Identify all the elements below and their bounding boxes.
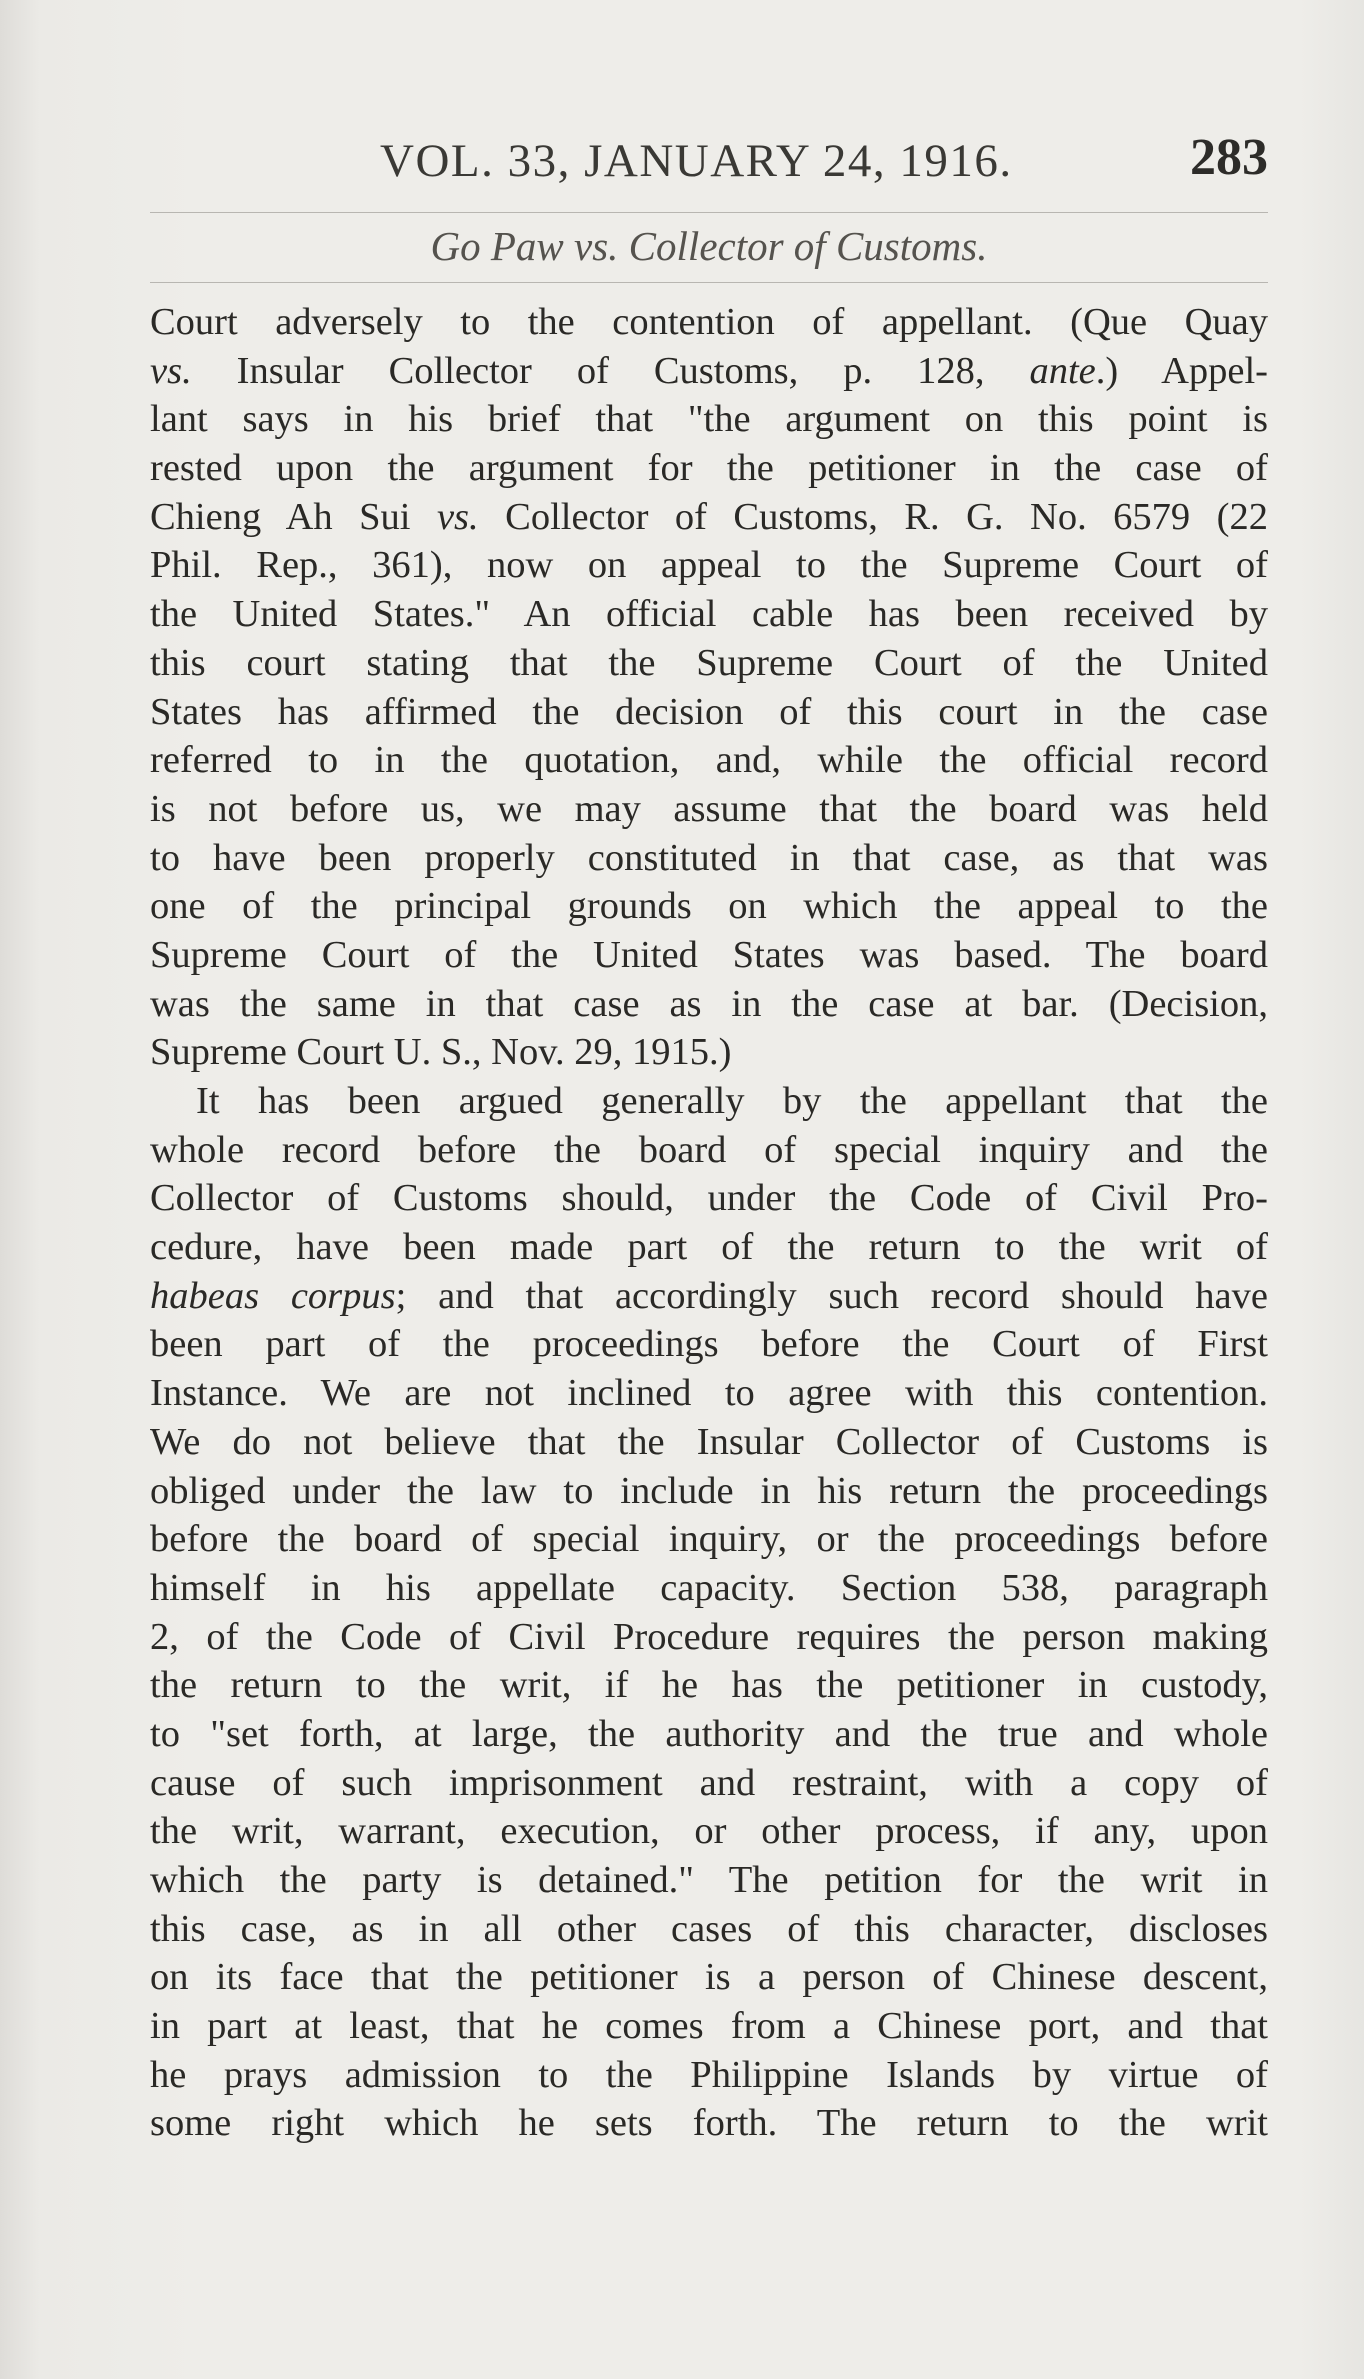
text-line: in part at least, that he comes from a Chinese port, and that: [150, 2005, 1268, 2048]
text-line: vs. Insular Collector of Customs, p. 128, ante.) Appel-: [150, 349, 1268, 392]
paragraph-first-line: It has been argued generally by the appellant that the: [196, 1080, 1268, 1122]
text-line: Collector of Customs should, under the Code of Civil Pro-: [150, 1177, 1268, 1220]
text-line: rested upon the argument for the petitioner in the case of: [150, 447, 1268, 490]
text-line: to "set forth, at large, the authority and the true and whole: [150, 1712, 1268, 1755]
paragraph-end-line: Supreme Court U. S., Nov. 29, 1915.): [150, 1031, 732, 1074]
volume-date-heading: VOL. 33, JANUARY 24, 1916.: [380, 135, 1013, 187]
text-line: been part of the proceedings before the Court of First: [150, 1323, 1268, 1366]
text-line: which the party is detained." The petition for the writ in: [150, 1859, 1268, 1901]
text-line: the United States." An official cable has been received by: [150, 593, 1268, 636]
text-line: himself in his appellate capacity. Section 538, paragraph: [150, 1566, 1268, 1609]
text-line: We do not believe that the Insular Collector of Customs is: [150, 1420, 1268, 1463]
text-line: Phil. Rep., 361), now on appeal to the Supreme Court of: [150, 544, 1268, 587]
text-line: Instance. We are not inclined to agree with this contention.: [150, 1372, 1268, 1415]
text-line: lant says in his brief that "the argument on this point is: [150, 398, 1268, 441]
text-line: obliged under the law to include in his return the proceedings: [150, 1469, 1268, 1512]
text-line: on its face that the petitioner is a person of Chinese descent,: [150, 1956, 1268, 1999]
text-line: before the board of special inquiry, or the proceedings before: [150, 1518, 1268, 1561]
text-line: some right which he sets forth. The return to the writ: [150, 2102, 1268, 2145]
text-line: States has affirmed the decision of this court in the case: [150, 690, 1268, 733]
text-line: referred to in the quotation, and, while the official record: [150, 739, 1268, 782]
text-line: to have been properly constituted in that case, as that was: [150, 836, 1268, 879]
text-line: Chieng Ah Sui vs. Collector of Customs, R. G. No. 6579 (22: [150, 495, 1268, 538]
text-line: Supreme Court of the United States was based. The board: [150, 933, 1268, 976]
header-rule-bottom: [150, 282, 1268, 283]
page-number: 283: [1190, 129, 1268, 186]
text-line: is not before us, we may assume that the board was held: [150, 787, 1268, 830]
running-head: [150, 128, 1268, 198]
text-line: the return to the writ, if he has the petitioner in custody,: [150, 1664, 1268, 1707]
text-line: habeas corpus; and that accordingly such record should have: [150, 1274, 1268, 1317]
text-line: was the same in that case as in the case at bar. (Decision,: [150, 982, 1268, 1025]
text-line: this court stating that the Supreme Court of the United: [150, 641, 1268, 684]
text-line: cause of such imprisonment and restraint, with a copy of: [150, 1761, 1268, 1804]
text-line: the writ, warrant, execution, or other process, if any, upon: [150, 1810, 1268, 1853]
text-line: whole record before the board of special inquiry and the: [150, 1128, 1268, 1171]
case-caption: Go Paw vs. Collector of Customs.: [430, 223, 988, 269]
text-line: this case, as in all other cases of this character, discloses: [150, 1907, 1268, 1950]
header-rule-top: [150, 212, 1268, 213]
text-line: Court adversely to the contention of appellant. (Que Quay: [150, 301, 1268, 343]
text-line: one of the principal grounds on which the appeal to the: [150, 885, 1268, 928]
text-line: he prays admission to the Philippine Islands by virtue of: [150, 2053, 1268, 2096]
body-text: [150, 298, 1268, 2148]
text-line: 2, of the Code of Civil Procedure requires the person making: [150, 1615, 1268, 1658]
text-line: cedure, have been made part of the return to the writ of: [150, 1226, 1268, 1269]
